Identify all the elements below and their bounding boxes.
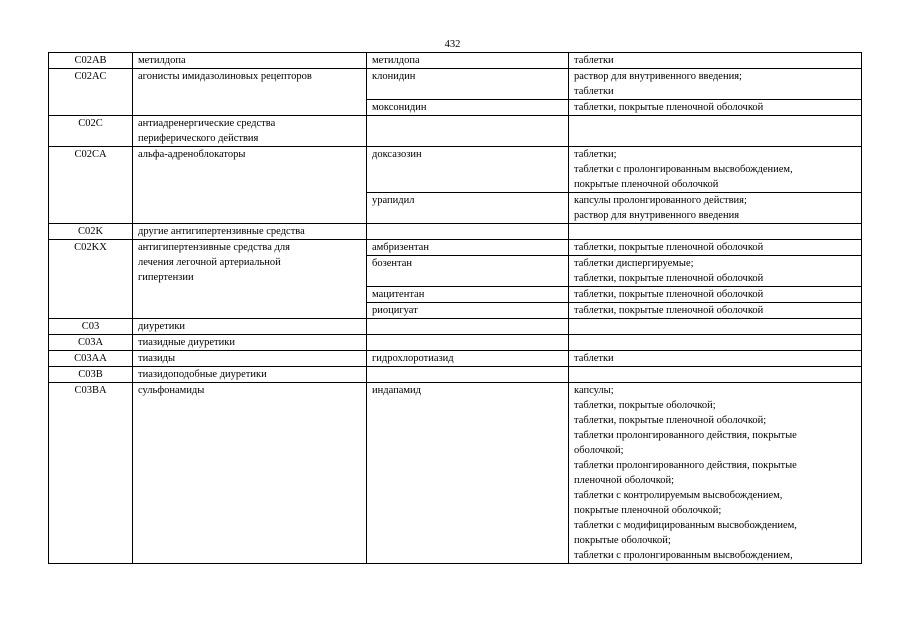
drug-name: гидрохлоротиазид <box>367 351 569 367</box>
drug-table <box>48 52 862 564</box>
table-row <box>49 224 862 240</box>
atc-code: C02AC <box>49 69 133 116</box>
drug-name <box>367 116 569 147</box>
drug-name <box>367 319 569 335</box>
group-name: тиазиды <box>133 351 367 367</box>
drug-name: клонидин <box>367 69 569 100</box>
table-row <box>49 351 862 367</box>
dosage-forms: таблетки, покрытые пленочной оболочкой <box>569 100 862 116</box>
drug-name <box>367 367 569 383</box>
group-name: диуретики <box>133 319 367 335</box>
atc-code: C02C <box>49 116 133 147</box>
drug-name: бозентан <box>367 256 569 287</box>
atc-code: C03A <box>49 335 133 351</box>
table-row <box>49 116 862 147</box>
dosage-forms <box>569 319 862 335</box>
drug-name: доксазозин <box>367 147 569 193</box>
dosage-forms: таблетки, покрытые пленочной оболочкой <box>569 303 862 319</box>
page-number: 432 <box>444 39 461 50</box>
group-name: альфа-адреноблокаторы <box>133 147 367 224</box>
drug-name <box>367 335 569 351</box>
drug-name: риоцигуат <box>367 303 569 319</box>
table-row <box>49 240 862 256</box>
dosage-forms: таблетки, покрытые пленочной оболочкой <box>569 287 862 303</box>
dosage-forms: капсулы пролонгированного действия; раствор для внутривенного введения <box>569 193 862 224</box>
dosage-forms: капсулы; таблетки, покрытые оболочкой; таблетки, покрытые пленочной оболочкой; таблетки пролонгированного действия, покрытые оболочкой; таблетки пролонгированного действия, покрытые пленочной оболочкой; таблетки с контролируемым высвобождением, покрытые пленочной оболочкой; таблетки с модифицированным высвобождением, покрытые оболочкой; таблетки с пролонгированным высвобождением, <box>569 383 862 564</box>
atc-code: C03BA <box>49 383 133 564</box>
group-name: антигипертензивные средства для лечения легочной артериальной гипертензии <box>133 240 367 319</box>
group-name: тиазидные диуретики <box>133 335 367 351</box>
table-row <box>49 147 862 193</box>
dosage-forms: таблетки <box>569 53 862 69</box>
atc-code: C03B <box>49 367 133 383</box>
group-name: сульфонамиды <box>133 383 367 564</box>
drug-name: урапидил <box>367 193 569 224</box>
group-name: тиазидоподобные диуретики <box>133 367 367 383</box>
atc-code: C03 <box>49 319 133 335</box>
dosage-forms <box>569 116 862 147</box>
dosage-forms <box>569 224 862 240</box>
drug-name: метилдопа <box>367 53 569 69</box>
drug-name: индапамид <box>367 383 569 564</box>
atc-code: C02KX <box>49 240 133 319</box>
atc-code: C02CA <box>49 147 133 224</box>
group-name: другие антигипертензивные средства <box>133 224 367 240</box>
drug-name: моксонидин <box>367 100 569 116</box>
dosage-forms <box>569 335 862 351</box>
table-row <box>49 53 862 69</box>
group-name: метилдопа <box>133 53 367 69</box>
drug-name: амбризентан <box>367 240 569 256</box>
drug-name <box>367 224 569 240</box>
dosage-forms <box>569 367 862 383</box>
dosage-forms: раствор для внутривенного введения; таблетки <box>569 69 862 100</box>
group-name: агонисты имидазолиновых рецепторов <box>133 69 367 116</box>
table-row <box>49 335 862 351</box>
atc-code: C02AB <box>49 53 133 69</box>
atc-code: C02K <box>49 224 133 240</box>
drug-name: мацитентан <box>367 287 569 303</box>
table-row <box>49 383 862 564</box>
group-name: антиадренергические средства периферического действия <box>133 116 367 147</box>
table-row <box>49 367 862 383</box>
dosage-forms: таблетки <box>569 351 862 367</box>
dosage-forms: таблетки; таблетки с пролонгированным высвобождением, покрытые пленочной оболочкой <box>569 147 862 193</box>
table-row <box>49 319 862 335</box>
table-row <box>49 69 862 100</box>
atc-code: C03AA <box>49 351 133 367</box>
dosage-forms: таблетки диспергируемые; таблетки, покрытые пленочной оболочкой <box>569 256 862 287</box>
dosage-forms: таблетки, покрытые пленочной оболочкой <box>569 240 862 256</box>
